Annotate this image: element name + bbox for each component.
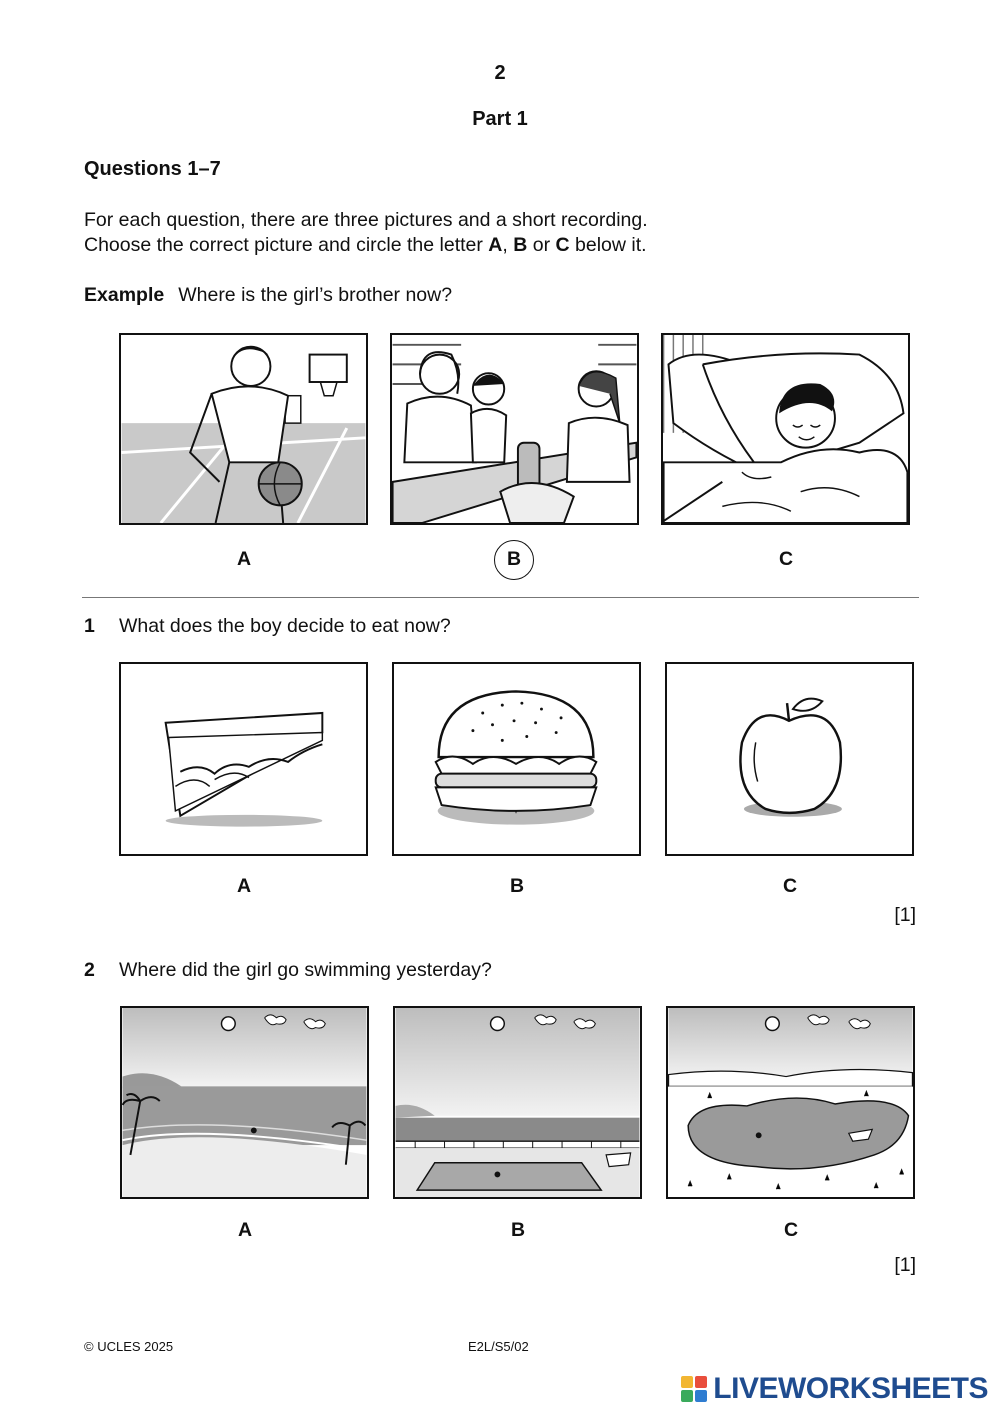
instructions: [84, 208, 648, 258]
boy-basketball-icon: [121, 335, 366, 523]
example-picture-b[interactable]: [390, 333, 639, 525]
q1-option-b[interactable]: B: [509, 875, 525, 897]
q1-option-c[interactable]: C: [782, 875, 798, 897]
q1-picture-c[interactable]: [665, 662, 914, 856]
page-number: 2: [494, 62, 506, 84]
q2-picture-c[interactable]: [666, 1006, 915, 1199]
instruction-line-1: For each question, there are three pictures and a short recording.: [84, 209, 648, 231]
example-option-c[interactable]: C: [778, 548, 794, 570]
brand-name: LIVEWORKSHEETS: [713, 1372, 988, 1405]
questions-heading: Questions 1–7: [84, 158, 221, 180]
example-question: [84, 284, 452, 307]
q2-option-c[interactable]: C: [783, 1219, 799, 1241]
swimming-pool-icon: [395, 1008, 640, 1197]
sea-beach-icon: [122, 1008, 367, 1197]
example-label: Example: [84, 284, 165, 306]
question-2-number: 2: [84, 959, 95, 981]
q2-option-b[interactable]: B: [510, 1219, 526, 1241]
question-2-text: Where did the girl go swimming yesterday?: [119, 959, 492, 981]
apple-icon: [667, 664, 912, 854]
liveworksheets-mark-icon: [681, 1376, 707, 1402]
divider: [82, 597, 919, 598]
question-1-text: What does the boy decide to eat now?: [119, 615, 451, 637]
liveworksheets-logo[interactable]: [681, 1372, 988, 1406]
q2-option-a[interactable]: A: [237, 1219, 253, 1241]
footer-code: E2L/S5/02: [468, 1339, 529, 1354]
q1-mark: [1]: [894, 904, 916, 926]
boy-sleeping-icon: [663, 335, 908, 523]
q1-picture-b[interactable]: [392, 662, 641, 856]
lake-icon: [668, 1008, 913, 1197]
example-picture-a[interactable]: [119, 333, 368, 525]
supermarket-checkout-icon: [392, 335, 637, 523]
burger-icon: [394, 664, 639, 854]
q2-mark: [1]: [894, 1254, 916, 1276]
instruction-line-2: Choose the correct picture and circle the letter A, B or C below it.: [84, 234, 647, 256]
part-title: Part 1: [472, 108, 528, 130]
example-option-a[interactable]: A: [236, 548, 252, 570]
q2-picture-a[interactable]: [120, 1006, 369, 1199]
example-option-b-circled[interactable]: B: [494, 540, 534, 580]
q1-picture-a[interactable]: [119, 662, 368, 856]
example-picture-c[interactable]: [661, 333, 910, 525]
q2-picture-b[interactable]: [393, 1006, 642, 1199]
footer-copyright: © UCLES 2025: [84, 1339, 174, 1354]
sandwich-icon: [121, 664, 366, 854]
question-1-number: 1: [84, 615, 95, 637]
q1-option-a[interactable]: A: [236, 875, 252, 897]
example-text: Where is the girl’s brother now?: [178, 284, 453, 306]
